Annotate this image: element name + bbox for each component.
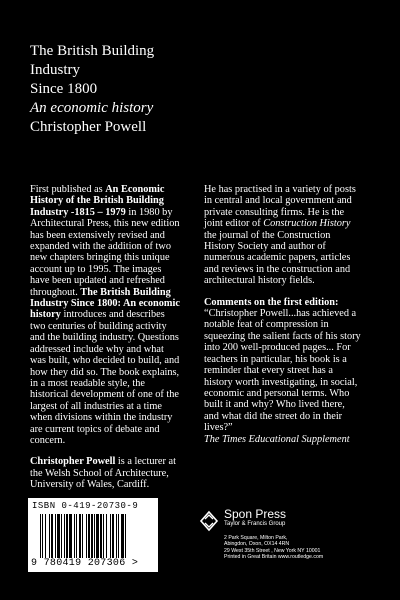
barcode-bar: [125, 514, 126, 558]
comments-heading: [204, 297, 362, 308]
barcode-bar: [116, 514, 117, 558]
barcode-bar: [112, 514, 114, 558]
book-subtitle: An economic history: [30, 100, 154, 116]
blurb-text: in 1980 by Architectural Press, this new edition has been extensively revised and expanded with the addition of two new chapters bringing this unique account up to 1995. The images have been updated and refreshed throughout.: [30, 206, 180, 298]
review-source: [204, 434, 362, 445]
blurb-left-column: [30, 184, 180, 501]
author-bio: [30, 456, 180, 490]
blurb-right-column: [204, 184, 362, 445]
barcode-bar: [88, 514, 90, 558]
barcode-bar: [57, 514, 60, 558]
book-title-line-2: Industry: [30, 62, 80, 78]
barcode-bar: [91, 514, 93, 558]
bio-text: He has practised in a variety of posts in central and local government and private consulting firms. He is the joint editor of: [204, 184, 356, 230]
publisher-group: Taylor & Francis Group: [224, 521, 286, 527]
address-line: 2 Park Square, Milton Park,: [224, 535, 288, 541]
barcode-bar: [79, 514, 81, 558]
barcode-bar: [64, 514, 65, 558]
barcode-bar: [103, 514, 104, 558]
review-source-text: The Times Educational Supplement: [204, 433, 350, 445]
publisher-address: [224, 535, 374, 561]
author-bio-text: is a lecturer at the Welsh School of Architecture, University of Wales, Cardiff.: [30, 456, 176, 491]
isbn-label: ISBN 0-419-20730-9: [32, 501, 139, 511]
book-author: Christopher Powell: [30, 119, 147, 135]
barcode-bar: [40, 514, 41, 558]
comments-heading-text: Comments on the first edition:: [204, 296, 339, 308]
blurb-text: First published as: [30, 184, 106, 195]
barcode-bar: [61, 514, 62, 558]
barcode-bar: [49, 514, 50, 558]
barcode-bar: [100, 514, 102, 558]
barcode-bar: [76, 514, 77, 558]
review-quote: “Christopher Powell...has achieved a notable feat of compression in squeezing the salient facts of his story into 200 well-produced pages... For teachers in particular, his book is a reminder that every street has a history worth investigating, in social, economic and personal terms. Who built it and why? Who lived there, and what did the street do in their lives?”: [204, 308, 361, 434]
new-title: The British Building Industry Since 1800: An economic history: [30, 286, 180, 321]
spon-press-logo-icon: [198, 510, 220, 532]
author-bio-continued: [204, 184, 362, 287]
blurb-description: [30, 184, 180, 446]
book-title-line-1: The British Building: [30, 43, 155, 59]
blurb-text: introduces and describes two centuries of building activity and the building industry. Questions addressed include why and what was built, who decided to build, and how they did so. The book explains, in a most readable style, the historical development of one of the largest of all industries at a time when divisions within the industry are current topics of debate and concern.: [30, 309, 180, 446]
barcode-bar: [45, 514, 46, 558]
barcode-bars: [40, 514, 152, 558]
barcode-bar: [42, 514, 43, 558]
publisher-name: Spon Press: [224, 507, 287, 521]
barcode-bar: [74, 514, 75, 558]
barcode-bar: [66, 514, 68, 558]
barcode-bar: [94, 514, 95, 558]
book-title-line-3: Since 1800: [30, 81, 98, 97]
address-line: Abingdon, Oxon, OX14 4RN: [224, 541, 290, 548]
bio-text: the journal of the Construction History Society and author of numerous academic papers, articles and reviews in the construction and architectural history fields.: [204, 229, 351, 287]
barcode-bar: [96, 514, 99, 558]
barcode-bar: [110, 514, 111, 558]
barcode-bar: [106, 514, 107, 558]
journal-title: Construction History: [263, 218, 351, 230]
address-line: Printed in Great Britain www.routledge.com: [224, 554, 324, 561]
isbn-barcode: [28, 498, 158, 572]
book-title-block: [30, 42, 330, 137]
barcode-bar: [55, 514, 56, 558]
barcode-bar: [118, 514, 119, 558]
barcode-bar: [51, 514, 53, 558]
barcode-number: 9 780419 207306 >: [31, 558, 139, 569]
original-title: An Economic History of the British Building Industry -1815 – 1979: [30, 184, 165, 218]
address-line: 29 West 35th Street , New York NY 10001: [224, 547, 321, 554]
barcode-bar: [121, 514, 124, 558]
barcode-bar: [82, 514, 83, 558]
author-name: Christopher Powell: [30, 456, 116, 468]
barcode-bar: [69, 514, 72, 558]
barcode-bar: [86, 514, 87, 558]
